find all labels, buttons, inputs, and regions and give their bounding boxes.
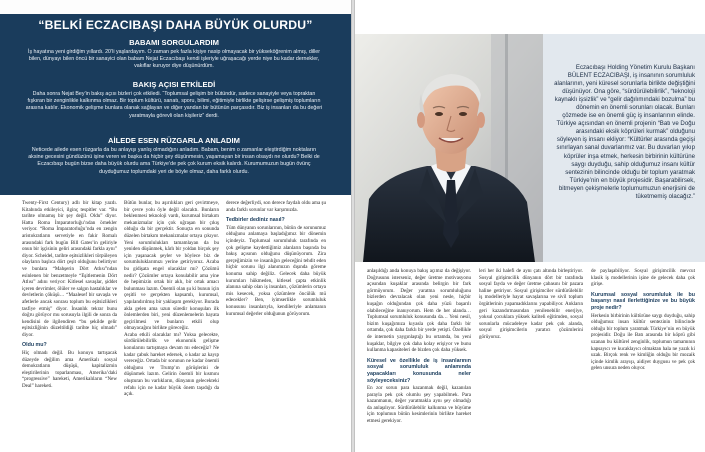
body-paragraph: Bütün bunlar, bu aşırılıkları geri çevirtmeye, bir çevre yolu öyle değil olacaktı. Bunların beklenmesi teknoloji vardı, kurumsal birtakım mekanizmalar için çok uğraşan bir çıkış olduğu da bir gerçektir. Sonuçta en sonunda düzelen birtakım mekanizmalar ortaya çıkıyor. Yeni sorumlulukları tamamlayan da bu yeniden düşünmek, kârlı bir yoldan birçok şey için yaşanacak şeyler ve böylece biz de sorumluluklarımızı yerine getiriyoruz. Acaba bu gidişata engel olacaklar mı? Çözümü nedir? Çözümler ortaya konulabilir ama yine de hepimizin ortak bir aklı, bir ortak amacı bulunması lazım. Önemli olan şu ki bunun için çeşitli ve gerçekten kapsamlı, kurumsal, yapılandırılmış bir yaklaşım gerekiyor. Burada akla gelen ama uzun süredir konuşulan ilk önlemlerden biri, yeni düzenlemelerin hayata geçirilmesi ve bunların etkili olup olmayacağını birlikte göreceğiz. [124, 200, 219, 332]
body-paragraph: leri her iki halefi de aynı çatı altında birleştiriyor. Sosyal girişimcilik dünyanın dört bir tarafında sosyal fayda ve değer üretme çabasını bir pazara haline getiriyor. Sosyal girişimciler sürdürülebilir iş modelleriyle hayat savaşlarına ve sivil toplum örgütlerinin yapamadıklarını yapabiliyor. Ankların geri kazandırmasından yenilenebilir enerjiye, yoksul çocuklara yüksek kaliteli eğitimden, sosyal sorunlarla mücadeleye kadar pek çok alanda, sosyal girişimcilerin yaratıcı çözümlerini görüyoruz. [479, 268, 583, 340]
question-heading: Oldu mu? [22, 342, 47, 349]
body-paragraph: Acaba etkili olacaklar mı? Yoksa gelecekte, sürdürülebilirlik ve ekonomik gelişme konularını tartışmaya devam mı edeceğiz? Ne kadar çabuk hareket edersek, o kadar az kayıp vereceğiz. Ortada bir sorunun ne kadar önemli olduğunu ve Trump’ın görüşlerini de düşünmek lazım. Gelirin önemli bir kısmını oluşturan bu varlıkların, dünyanın gelecekteki refahı için ne kadar büyük önem taşıdığı da açık. [124, 331, 219, 398]
left-column-2 [124, 200, 219, 446]
body-paragraph: Hiç olmadı değil. Bu konuyu tartışacak düzeyde değilim ama Amerikalı sosyal demokratların düşüşü, kapitalizmin eleştirilerinin toparlanması, Amerika’daki “progressive” hareketi, Amerikalıların “New Deal” hareketi. [22, 350, 117, 390]
section-text: Daha sonra Nejat Bey’in bakış açısı bizleri çok etkiledi. “Toplumsal gelişim bir bütündür, sadece sanayiyle veya topraktan fışkıran bir zenginlikle kalkınma olmaz. Bir toplum kültürü, sanatı, sporu, bilimi, eğitimiyle birlikte gelişirse gelişmiş toplumların arasına katılır. Ekonomik gelişme bunlara olanak sağlayan ve diğer yandan bir bütünün parçasıdır. Biz iş insanları da bu değeri yaratmayla görevli olan kişileriz” derdi. [25, 91, 323, 119]
right-page [355, 0, 705, 452]
question-heading: Küresel ve özellikle de iş insanlarının sosyal sorumluluk anlamında yapacakları konusunda neler söyleyeceksiniz? [367, 357, 471, 384]
section-heading: BABAMI SORGULARDIM [129, 38, 219, 47]
left-page [0, 0, 351, 452]
question-heading: Kurumsal sosyal sorumluluk ile bu başarıyı nasıl ilerlettiğinize ve bu büyük proje nedir? [591, 291, 695, 311]
body-paragraph: Twenty-First Century) adlı bir kitap yazdı. Kitabında etkileyici, ilginç tespitler var. “Bu tarihte olmamış bir şey değil. Olduˮ diyor. Hatta Roma İmparatorluğu’ndan örnekler veriyor. “Roma İmparatorluğu’nda en zengin aristokratların servetiyle en fakir Romalı arasındaki fark bugün Bill Gates’in geliriyle onun bir işçisinin geliri arasındaki farkla aynı” diyor. Scheidel, tarihte eşitsizlikleri törpüleyen olayların başlıca dört çeşit olduğunu belirtiyor ve bunlara “Mahşerin Dört Atlısı”ndan esinlenen bir benzetmeyle “Eşitlemenin Dört Atlısı” adını veriyor: Kitlesel savaşlar, şiddet içeren devrimler, ölüler ve salgın hastalıklar ve devletlerin çöküşü… “Maalesef bir savaşla ve afetlerle ancak sonrası toplum bu eşitsizlikleri tasfiye etmiş” diyor. İnsanlık tekrar bunu doğru görüyor mu sorusuyla ilgili de sonra da kendisini de ilgilendiren “bu şekilde gelir eşitsizliğinin düzeltildiği tarihte hiç olmadı” diyor. [22, 200, 117, 338]
right-column-3 [591, 268, 695, 446]
section-ailede [24, 136, 324, 176]
section-text: İş hayatına yeni girdiğim yıllardı. 20’li yaşlardayım. O zaman pek fazla kişiye nasip olmayacak bir yükseköğrenim almış, diller bilen, dünyayı bilen öncü bir sanayici olan babam Nejat Eczacıbaşı kendi işleriyle uğraşacağı yerde niye bu kadar dernekler, vakıflar kuruyor diye düşünürdüm. [27, 49, 321, 70]
left-column-1 [22, 200, 117, 446]
quote-title: “BELKİ ECZACIBAŞI DAHA BÜYÜK OLURDU” [38, 18, 313, 32]
section-bakis [24, 80, 324, 120]
body-paragraph: En zor sorun para kazanmak değil, kazanılan parayla pek çok olumlu şey yapabilmek. Para kazanmanın, değer yaratmakla aynı şey olmadığı da anlaşılıyor. Sürdürülebilir kalkınma ve büyüme için toplumun bütün kesimlerinin birlikte hareket etmesi gerekiyor. [367, 385, 471, 425]
body-paragraph: anlaşıldığı anda konuya bakış açımız da değişiyor. Doğrusunu isterseniz, değer üretme motivasyonu açısından kuşaklar arasında belirgin bir fark görmüyorum. Değer yaratma sorumluluğunu bizlerden devralacak olan yeni nesle, hiçbir kuşağın olduğundan çok daha yüzü başarılı olabileceğine inanıyorum. Hem de her alanda… Toplumsal sorumluluk konusunda da… Yeni nesil, bizim kuşağımıza kıyasla çok daha farklı bir ortamda, çok daha farklı bir yerde yetişti. Özellikle de internetin yaygınlaştığı bu ortamda, bu yeni kuşaklar, bilgiye çok daha kolay erişiyor ve bunu kullanma kapasiteleri de bizden çok daha yüksek. [367, 268, 471, 354]
section-heading: BAKIŞ AÇISI ETKİLEDİ [132, 80, 216, 89]
right-column-2 [479, 268, 583, 446]
body-paragraph: derece değerliydi, son derece faydalı oldu ama şu anda farklı sorunlar var karşımızda. [226, 200, 326, 213]
section-heading: AİLEDE ESEN RÜZGARLA ANLADIM [108, 136, 240, 145]
body-paragraph: de paylaşabiliyor. Sosyal girişimcilik mevcut klasik iş modellerinin işine de gelecek daha çok girişe. [591, 268, 695, 288]
portrait-illustration [355, 34, 543, 262]
body-paragraph: Herkesin birbirinin kültürüne saygı duyduğu, sahip olduğumuz insan kültür sentezinin bilincinde olduğu bir toplum yaratmak Türkiye’nin en büyük projesidir. Doğu ile Batı arasında bir köprü gibi uzanan bu kültürel zenginlik, toplumun tamamının kapsayıcı ve kucaklayıcı olmaktan hala ne yazık ki uzak. Birçok renk ve kimliğin olduğu bir mozaik içinde kimlik arayışı, aidiyet duygusu ve pek çok gelen unsura neden oluyor. [591, 312, 695, 372]
section-babami [24, 38, 324, 71]
body-paragraph: Tüm dünyanın sorunlarının, bütün de sorunumuz olduğunu anlamaya başladığımız bir dönemin içindeyiz. Toplumsal sorumluluk tarafında en çok gelişme kaydettiğimiz alanların başında bu bakış açısının olduğunu düşünüyorum. Zira gerçeğimizin ve insanlığın geleceğini tehdit eden hiçbir sorunu ilgi alanımızın dışında göreme konuma sahip değiliz. Gelecek daha büyük kurumları hükmeden, kitlesel çapta etkinlik alanına sahip olan iş insanları, çözümlerin ortaya mis kesecek, yoksa çözümlere öncülük mü edecekler? Ben, iyimserlikle sorumluluk konusunu insanlarıyla, kendileriyle anlamanın kurumsal değerler olduğunun görüyorum. [226, 224, 326, 317]
portrait-photo [355, 34, 543, 262]
section-text: Neticede ailede esen rüzgarla da bu anlayışı yanlış olmadığını anladım. Babam, benim o zamanlar eleştirdiğim noktaların aksine gecesini gündüzünü işine veren ve başka da hiçbir şey düşünmesin, yaşamayan bir insan olsaydı ne olurdu? Belki de Eczacıbaşı bugün bizse daha büyük olurdu ama Türkiye’de pek çok kurum eksik kalırdı. Kurumumuzun bugün övünç duyduğumuz toplumdaki yeri de böyle olmaz, daha farklı olurdu. [28, 147, 320, 175]
top-white-strip [0, 0, 351, 14]
intro-text: Eczacıbaşı Holding Yönetim Kurulu Başkanı BÜLENT ECZACIBAŞI, iş insanının sorumluluk alanlarının, yeni küresel sorunlarla birlikte değiştiğini düşünüyor. Ona göre, “sürdürülebilirlik”, “teknoloji kaynaklı işsizlik” ve “gelir dağılımındaki bozulma” bu dönemin en önemli sorunları olacak. Bunları çözmede ise en önemli güç iş insanlarının elinde. Türkiye açısından en önemli projenin “Batı ve Doğu arasındaki eksik köprüleri kurmak” olduğunu söyleyen iş insanı ekliyor: “Kültürler arasında geçişi sınırlayan sanal duvarlarımız var. Bu duvarları yıkıp köprüler inşa etmek, herkesin birbirinin kültürüne saygı duyduğu, sahip olduğumuz insanı kültür sentezinin bilincinde olduğu bir toplum yaratmak Türkiye’nin en büyük projesidir. Başarabilirsek, bitmeyen çekişmelerle toplumumuzun enerjisini de tüketmemiş olacağız.” [554, 64, 695, 200]
right-column-1 [367, 268, 471, 446]
question-heading: Tedbirler dediniz nasıl? [226, 217, 285, 224]
left-column-3 [226, 200, 326, 446]
quote-panel [0, 0, 351, 195]
